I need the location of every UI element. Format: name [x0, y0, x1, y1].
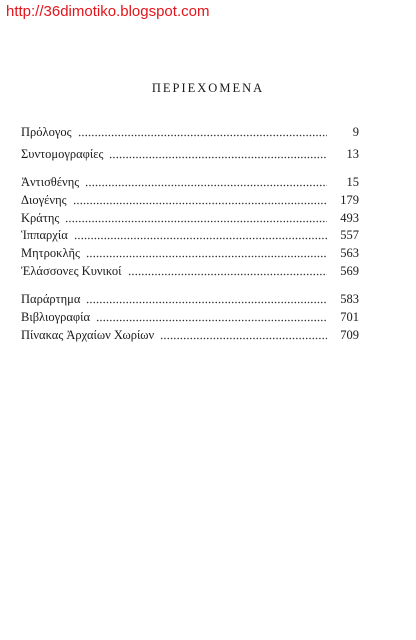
toc-entry-page: 563 — [340, 246, 359, 260]
toc-entry-title: Ἀντισθένης — [21, 175, 80, 189]
watermark-url: http://36dimotiko.blogspot.com — [6, 3, 210, 20]
toc-entry-index-ancient-passages — [21, 327, 359, 343]
toc-entry-page: 179 — [340, 193, 359, 207]
toc-entry-title: Ἱππαρχία — [21, 228, 68, 242]
toc-entry-title: Διογένης — [21, 193, 67, 207]
toc-entry-title: Βιβλιογραφία — [21, 310, 91, 324]
toc-entry-metrocles — [21, 245, 359, 261]
toc-leader-dots — [128, 273, 327, 276]
toc-entry-appendix — [21, 291, 359, 307]
toc-leader-dots — [86, 301, 327, 304]
toc-entry-diogenes — [21, 192, 359, 208]
toc-leader-dots — [78, 134, 327, 137]
toc-entry-page: 15 — [346, 175, 359, 189]
toc-entry-page: 557 — [340, 228, 359, 242]
toc-leader-dots — [96, 319, 327, 322]
toc-entry-title: Πρόλογος — [21, 125, 72, 139]
toc-entry-title: Παράρτημα — [21, 292, 81, 306]
toc-entry-page: 9 — [352, 125, 359, 139]
toc-leader-dots — [85, 184, 327, 187]
toc-entry-crates — [21, 210, 359, 226]
toc-entry-title: Ἐλάσσονες Κυνικοί — [21, 264, 122, 278]
toc-entry-abbreviations — [21, 146, 359, 162]
toc-leader-dots — [86, 255, 327, 258]
toc-entry-page: 709 — [340, 328, 359, 342]
toc-entry-bibliography — [21, 309, 359, 325]
page-title: ΠΕΡΙΕΧΟΜΕΝΑ — [151, 81, 265, 95]
toc-leader-dots — [65, 220, 327, 223]
toc-leader-dots — [74, 237, 327, 240]
toc-leader-dots — [109, 156, 327, 159]
toc-entry-page: 583 — [340, 292, 359, 306]
toc-leader-dots — [73, 202, 327, 205]
toc-entry-page: 569 — [340, 264, 359, 278]
toc-leader-dots — [160, 337, 327, 340]
toc-entry-page: 493 — [340, 211, 359, 225]
toc-entry-minor-cynics — [21, 263, 359, 279]
toc-entry-antisthenes — [21, 174, 359, 190]
toc-entry-page: 701 — [340, 310, 359, 324]
toc-entry-title: Μητροκλῆς — [21, 246, 81, 260]
toc-entry-title: Κράτης — [21, 211, 60, 225]
toc-entry-page: 13 — [346, 147, 359, 161]
toc-entry-title: Συντομογραφίες — [21, 147, 104, 161]
toc-entry-title: Πίνακας Ἀρχαίων Χωρίων — [21, 328, 155, 342]
toc-entry-prologue — [21, 124, 359, 140]
toc-entry-hipparchia — [21, 227, 359, 243]
